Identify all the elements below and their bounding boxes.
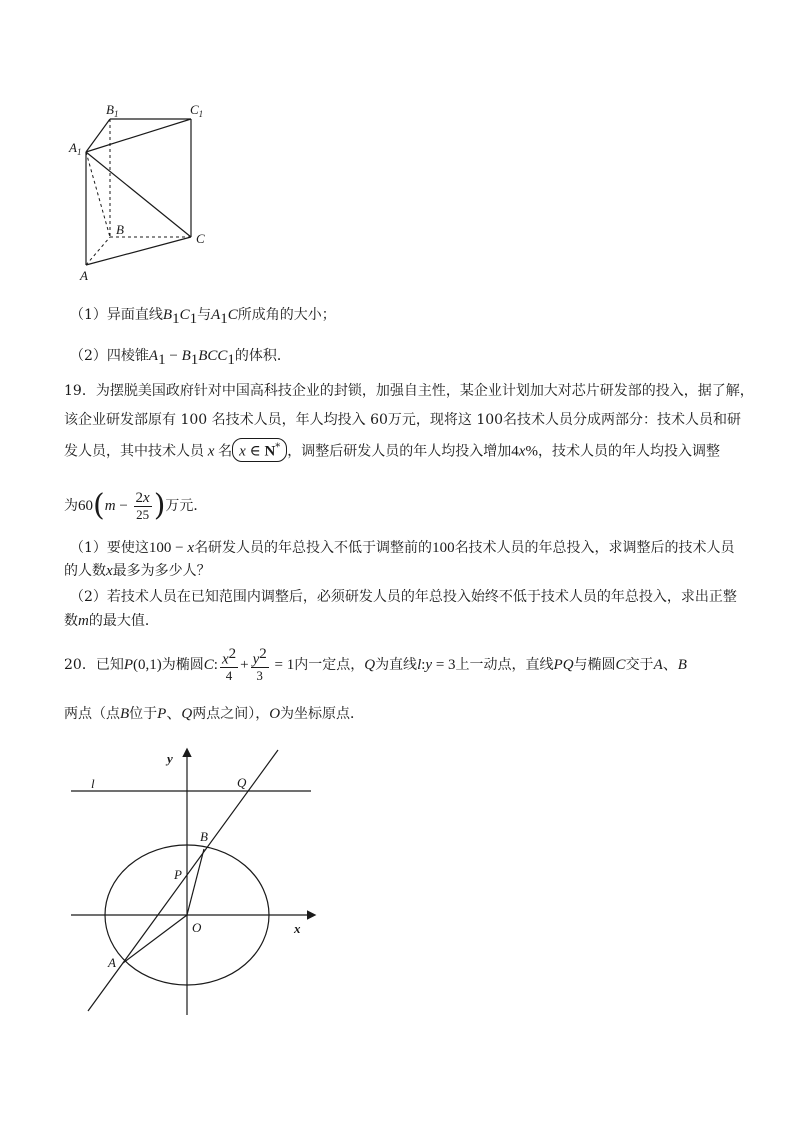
prism-figure [66, 100, 226, 285]
label-a1: $A_1$ [69, 140, 82, 157]
edge-a1b-hidden [86, 152, 110, 237]
segment-ob [187, 849, 204, 915]
q20-line2: 两点（点B位于P、Q两点之间），O为坐标原点． [64, 706, 365, 722]
label-p: P [174, 867, 182, 882]
q19-line4: 为60(m − $\frac{2x}{25}$ )万元． [64, 488, 208, 523]
ellipse-figure [66, 745, 326, 1017]
segment-oa [123, 915, 187, 963]
q18-part1: （1）异面直线$B_1C_1$与$A_1C$所成角的大小； [70, 307, 336, 327]
edge-a1c1 [86, 119, 191, 152]
q19-sub1: （1）要使这100 − x名研发人员的年总投入不低于调整前的100名技术人员的年总投入，求调整后的技术人员 [70, 540, 735, 556]
edge-ac [86, 237, 191, 265]
q19-line3: 发人员，其中技术人员 x 名 x ∈ N* ，调整后研发人员的年人均投入增加4x%，技术人员的年人均投入调整 [64, 438, 720, 462]
label-b: B [200, 829, 208, 844]
q19-sub2: （2）若技术人员在已知范围内调整后，必须研发人员的年总投入始终不低于技术人员的年总投入，求出正整 [70, 589, 737, 605]
q19-line2: 该企业研发部原有 100 名技术人员，年人均投入 60万元，现将这 100名技术人员分成两部分：技术人员和研 [64, 412, 742, 428]
label-o: O [192, 920, 202, 935]
label-q: Q [237, 775, 247, 790]
edge-ab-hidden [86, 237, 110, 265]
edge-a1c [86, 152, 191, 237]
label-l: l [91, 776, 95, 791]
label-a: A [80, 268, 88, 283]
label-a: A [108, 955, 116, 970]
q19-line1: 19．为摆脱美国政府针对中国高科技企业的封锁，加强自主性，某企业计划加大对芯片研发部的投入，据了解， [64, 383, 754, 399]
line-pq [88, 750, 278, 1011]
label-b: B [116, 222, 124, 237]
label-b1: $B_1$ [106, 102, 119, 119]
q18-part2: （2）四棱锥$A_1 - B_1BCC_1$的体积． [70, 348, 291, 368]
edge-a1b1 [86, 119, 110, 152]
label-c: C [196, 231, 205, 246]
q19-sub1-line2: 的人数x最多为多少人？ [64, 563, 211, 579]
q19-sub2-line2: 数m的最大值． [64, 613, 159, 629]
label-y: y [167, 751, 173, 766]
q20-line1: 20．已知P(0,1)为椭圆C: $\frac{x^2}{4}$ + $\frac{y^2}{3}$ = 1内一定点，Q为直线l:y = 3上一动点，直线PQ与椭圆C交于A、B [64, 645, 687, 684]
label-c1: $C_1$ [190, 102, 204, 119]
label-x: x [294, 921, 301, 936]
